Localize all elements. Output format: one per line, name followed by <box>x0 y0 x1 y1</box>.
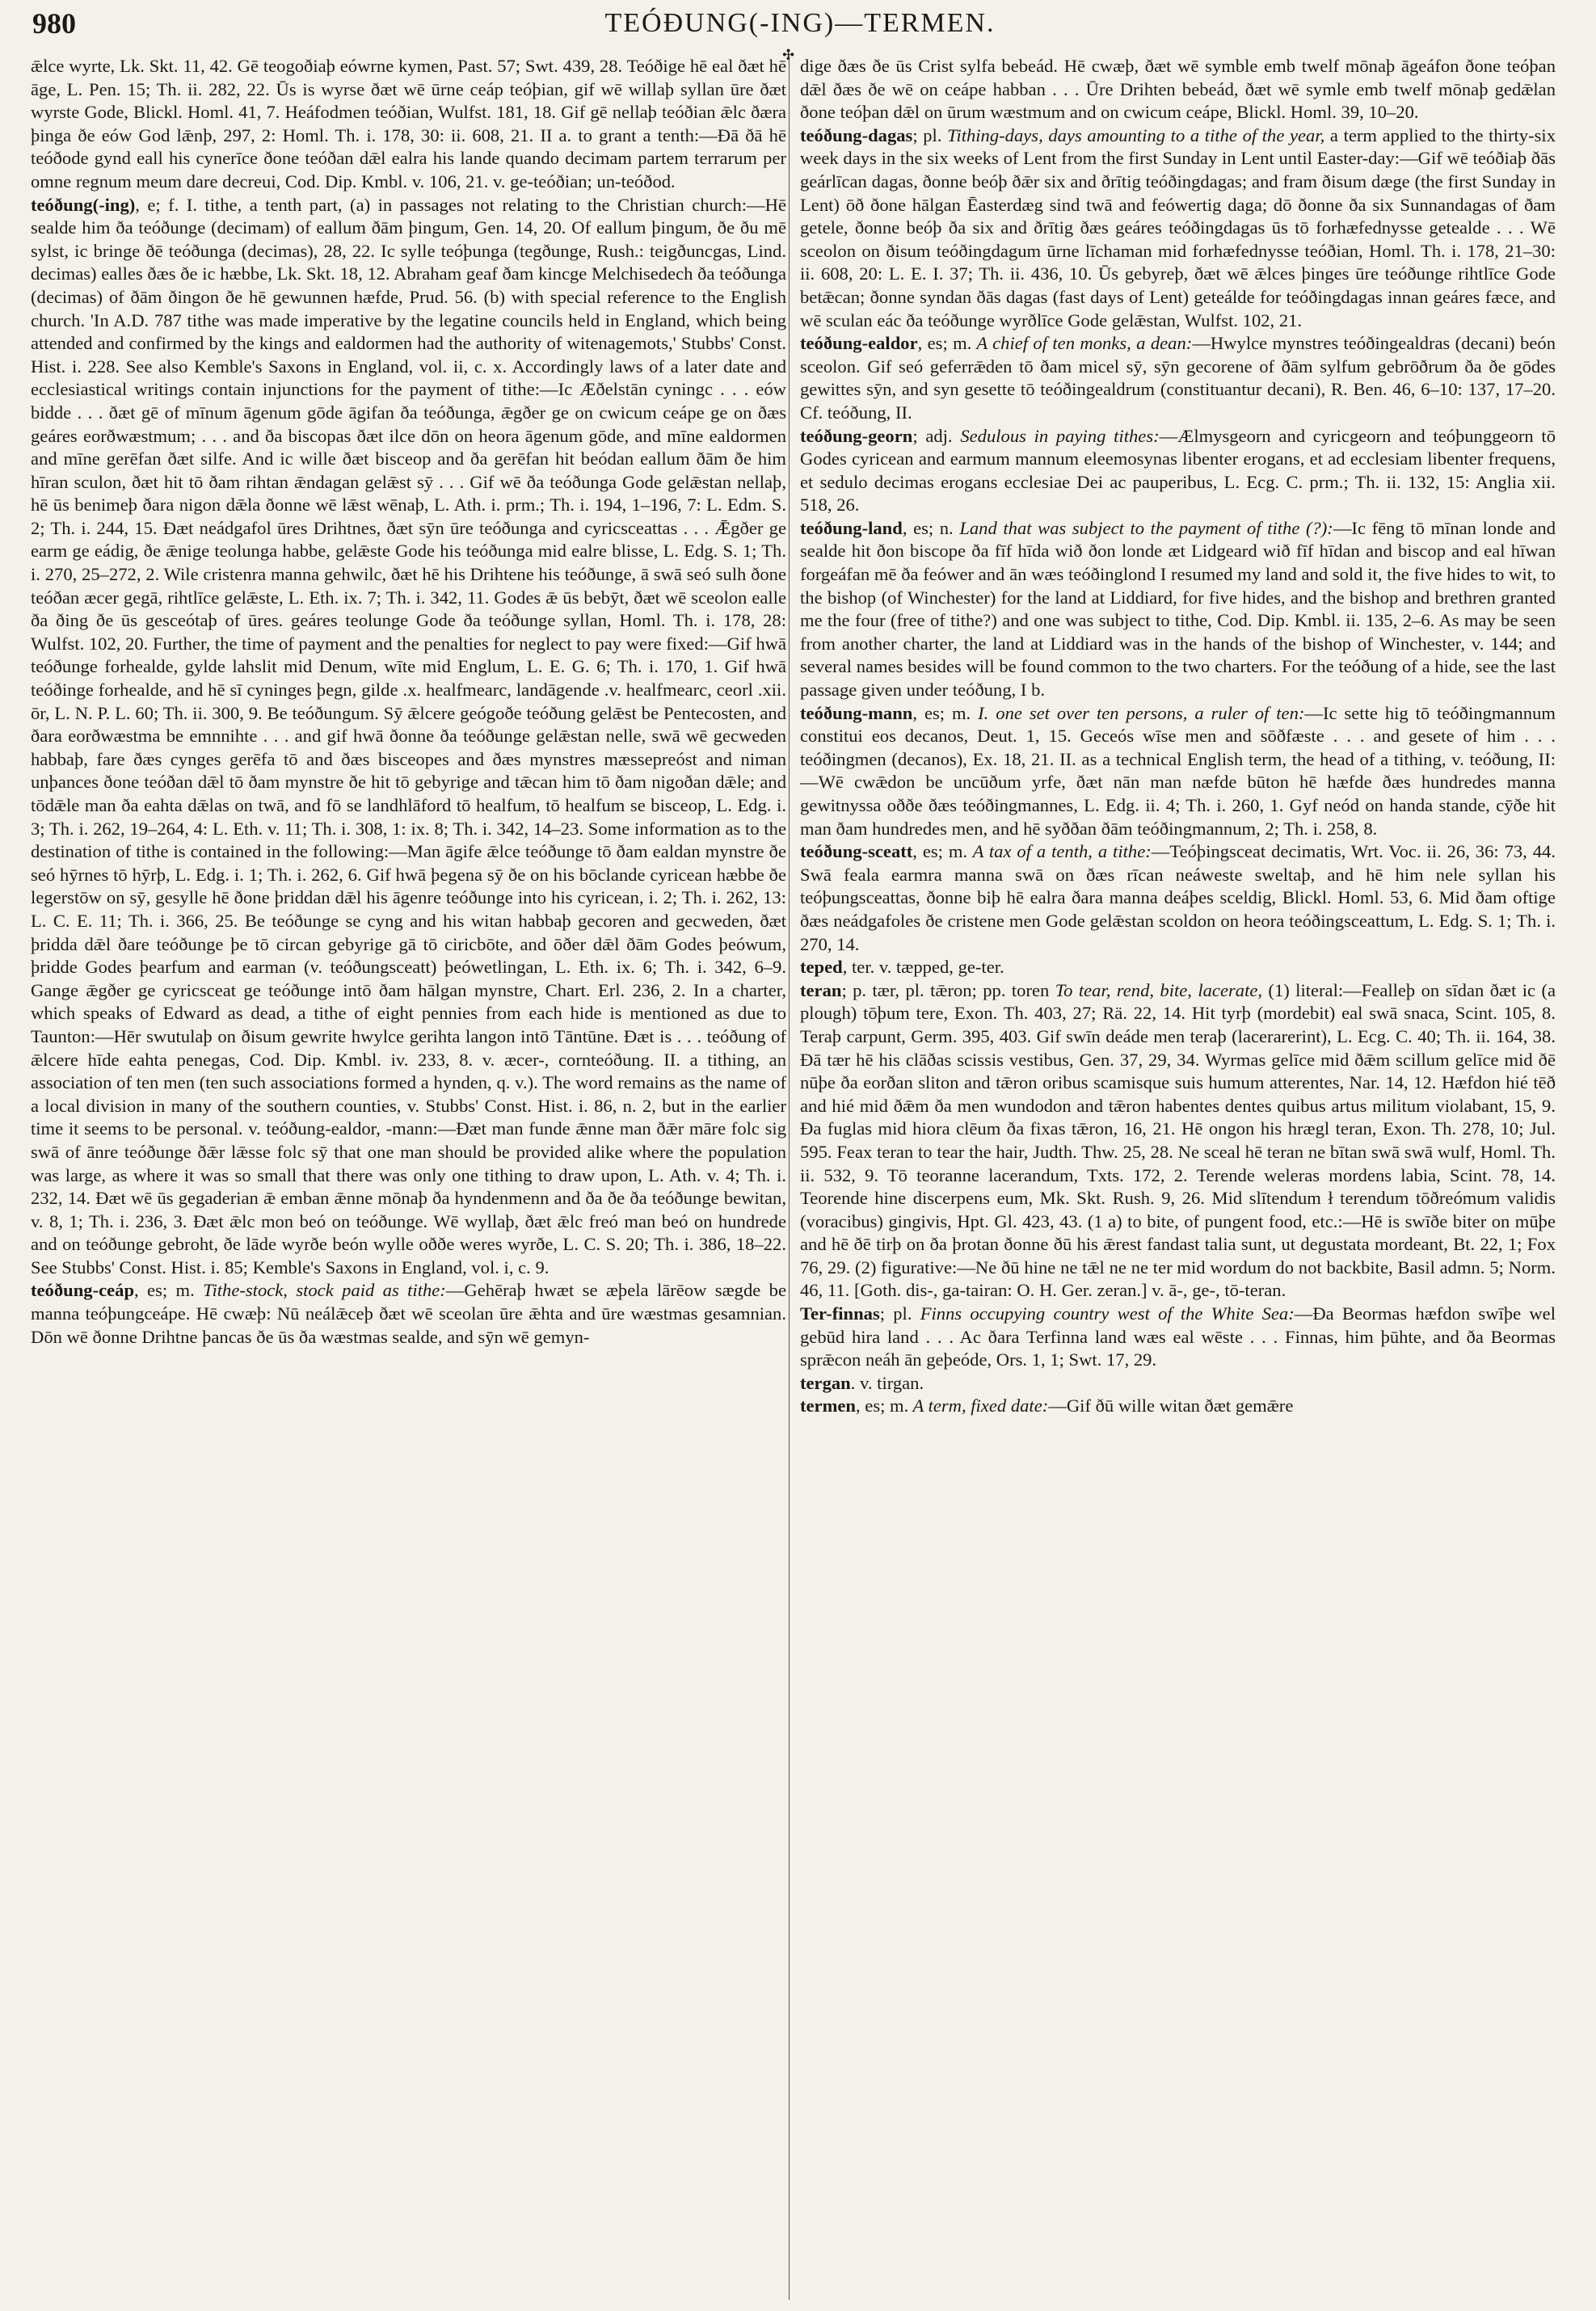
entry-grammar: , es; m. <box>917 333 972 354</box>
column-divider <box>789 53 790 2300</box>
entry-body: I. tithe, a tenth part, (a) in passages not relating to the Christian church:—Hē sealde him ða teóðunge (decimam) of eallum ðām þingum, Gen. 14, 20. Of eallum þingum, ðe ðu mē sylst, ic bringe ðē teóðunga (decimas), 28, 22. Ic sylle teóþunga (tegðunge, Rush.: teigðuncgas, Lind. decimas) ealles ðæs ðe ic hæbbe, Lk. Skt. 18, 12. Abraham geaf ðam kincge Melchisedech ða teóðunga (decimas) of ðām ðingon ðe hē gewunnen hæfde, Prud. 56. (b) with special reference to the English church. 'In A.D. 787 tithe was made imperative by the legatine councils held in England, which being attended and confirmed by the kings and ealdormen had the authority of witenagemots,' Stubbs' Const. Hist. i. 228. See also Kemble's Saxons in England, vol. ii, c. x. Accordingly laws of a later date and ecclesiastical writings contain injunctions for the payment of tithe:—Ic Æðelstān cyningc . . . eów bidde . . . ðæt gē of mīnum āgenum gōde āgifan ða teóðunga, ǣgðer ge on cwicum ceápe ge on ðæs geáres eorðwæstmum; . . . and ða biscopas ðæt ilce dōn on heora āgenum gōde, and mīne ealdormen and mīne gerēfan ðæt silfe. And ic wille ðæt bisceop and ða gerēfan hit beódan eallum ðām ðe him hīran sculon, ðæt hit tō ðam rihtan ǣndagan gelǣst sȳ . . . Gif wē ða teóðunga Gode gelǣstan nellaþ, hē ūs benimeþ ðara nigon dǣla ðonne wē lǣst wēnaþ, L. Ath. i. prm.; Th. i. 194, 1–196, 7: L. Edm. S. 2; Th. i. 244, 15. Ðæt neádgafol ūres Drihtnes, ðæt sȳn ūre teóðunga and cyricsceattas . . . Ǣgðer ge earm ge eádig, ðe ǣnige teolunga habbe, gelǣste Gode his teóðunga mid ealre blisse, L. Edg. S. 1; Th. i. 270, 25–272, 2. Wile cristenra manna gehwilc, ðæt hē his Drihtene his teóðunge, ā swā seó sulh ðone teóðan æcer gegā, rihtlīce gelǣste, L. Eth. ix. 7; Th. i. 342, 11. Godes ǣ ūs bebȳt, ðæt wē sceolon ealle ða ðing ðe ūs gesceótaþ of ūres. geáres teolunge Gode ða teóðunge syllan, Homl. Th. i. 178, 28: Wulfst. 102, 20. Further, the time of payment and the penalties for neglect to pay were fixed:—Gif hwā teóðunge forhealde, gylde lahslit mid Denum, wīte mid Englum, L. E. G. 6; Th. i. 170, 1. Gif hwā teóðinge forhealde, and hē sī cyninges þegn, gilde .x. healfmearc, landāgende .v. healfmearc, ceorl .xii. ōr, L. N. P. L. 60; Th. ii. 300, 9. Be teóðungum. Sȳ ǣlcere geógoðe teóðung gelǣst be Pentecosten, and ðara eorðwæstma be emnnihte . . . and gif hwā ðonne ða teóðunge gelǣstan nelle, swā wē gecweden habbaþ, fare ðæs cynges gerēfa tō and ðæs bisceopes and ðæs mynstres mæssepreóst and niman unþances ðone teóðan dǣl tō ðam mynstre ðe hit tō gebyrige and tǣcan him tō ðam nigoðan dǣle; and tōdǣle man ða eahta dǣlas on twā, and fō se landhlāford tō healfum, tō healfum se bisceop, L. Edg. i. 3; Th. i. 262, 19–264, 4: L. Eth. v. 11; Th. i. 308, 1: ix. 8; Th. i. 342, 14–23. Some information as to the destination of tithe is contained in the following:—Man āgife ǣlce teóðunge tō ðam ealdan mynstre ðe seó hȳrnes tō hȳrþ, L. Edg. i. 1; Th. i. 262, 6. Gif hwā þegena sȳ ðe on his bōclande cyricean hæbbe ðe legerstōw on sȳ, gesylle hē ðone þriddan dǣl his āgenre teóðunge into his cyricean, i. 2; Th. i. 262, 13: L. C. E. 11; Th. i. 366, 25. Be teóðunge se cyng and his witan habbaþ gecoren and gecweden, ðæt þridda dǣl ðare teóðunge þe tō circan gebyrige gā tō ciricbōte, and ōðer dǣl ðām Godes þeówum, þridde Godes þearfum and earman (v. teóðungsceatt) þeówetlingan, L. Eth. ix. 6; Th. i. 342, 6–9. Gange ǣgðer ge cyricsceat ge teóðunge intō ðam hālgan mynstre, Chart. Erl. 236, 2. In a charter, which speaks of Edward as dead, a tithe of eight pennies from each hide is mentioned as due to Taunton:—Hēr swutulaþ on ðisum gewrite hwylce gerihta langon intō Tāntūne. Ðæt is . . . teóðung of ǣlcere hīde eahta penegas, Cod. Dip. Kmbl. iv. 233, 8. v. æcer-, cornteóðung. II. a tithing, an association of ten men (ten such associations formed a hynden, q. v.). The word remains as the name of a local division in many of the southern counties, v. Stubbs' Const. Hist. i. 86, n. 2, but in the earlier time it seems to be personal. v. teóðung-ealdor, -mann:—Ðæt man funde ǣnne man ðǣr māre folc sig swā of ānre teóðunge ðǣr lǣsse folc sȳ that one man should be provided alike where the population was large, as where it was so small that there was only one tithing to draw upon, L. Ath. v. 4; Th. i. 232, 14. Ðæt wē ūs gegaderian ǣ emban ǣnne mōnaþ ða hyndenmenn and ða ðe ða teóðunge bewitan, v. 8, 1; Th. i. 236, 3. Ðæt ǣlc mon beó on teóðunge. Wē wyllaþ, ðæt ǣlc freó man beó on hundrede and on teóðunge gebroht, ðe lāde wyrðe beón wylle oððe weres wyrðe, L. C. S. 20; Th. i. 386, 18–22. See Stubbs' Const. Hist. i. 85; Kemble's Saxons in England, vol. i, c. 9. <box>31 194 786 1278</box>
running-head: TEÓÐUNG(-ING)—TERMEN. <box>604 8 996 38</box>
dictionary-entry <box>800 979 1556 1303</box>
entry-grammar: , es; m. <box>134 1280 195 1301</box>
entry-body: dige ðæs ðe ūs Crist sylfa bebeád. Hē cwæþ, ðæt wē symble emb twelf mōnaþ āgeáfon ðone teóþan dǣl ðæs ðe wē on ceápe habban . . . Ūre Drihten bebeád, ðæt wē symle emb twelf mōnaþ gedǣlan ðone teóþan dǣl on ūrum wæstmum and on cwicum ceápe, Blickl. Homl. 39, 10–20. <box>800 56 1556 123</box>
entry-grammar: ; pl. <box>879 1303 912 1324</box>
entry-headword: teóðung-land <box>800 517 903 538</box>
dictionary-entry <box>31 1279 786 1349</box>
dictionary-entry <box>31 55 786 194</box>
entry-definition: A term, fixed date: <box>908 1395 1049 1416</box>
page-number: 980 <box>32 7 76 40</box>
entry-headword: teóðung-ealdor <box>800 333 918 354</box>
dictionary-entry <box>31 194 786 1280</box>
entry-headword: teran <box>800 979 842 1000</box>
entry-body: a term applied to the thirty-six week days in the six weeks of Lent from the first Sunday in Lent until Easter-day:—Gif wē teóðiaþ ðās geárlīcan dagas, ðonne beóþ ðǣr six and ðrītig teóðingdagas; and fram ðisum dæge (the first Sunday in Lent) ōð ðone hālgan Ēasterdæg sind twā and feówertig daga; dō ðonne ða six Sunnandagas of ðam getele, ðonne beóþ ða six and ðrītig ðæs geáres teóðingdagas ūs tō forhæfednysse getealde . . . Wē sceolon on ðisum teóðingdagum ūrne līchaman mid forhæfednysse teóðian, Homl. Th. i. 178, 21–30: ii. 608, 20: L. E. I. 37; Th. ii. 436, 10. Ūs gebyreþ, ðæt wē ǣlces þinges ūre teóðunge rihtlīce Gode betǣcan; ðonne syndan ðās dagas (fast days of Lent) geteálde for teóðingdagas innan geáres fæce, and wē sculan eác ða teóðunge wyrðlīce Gode gelǣstan, Wulfst. 102, 21. <box>800 124 1556 330</box>
dictionary-entry <box>800 956 1556 979</box>
entry-definition: To tear, rend, bite, lacerate, <box>1049 979 1263 1000</box>
entry-headword: teóðung(-ing) <box>31 194 136 215</box>
entry-headword: teóðung-dagas <box>800 124 913 145</box>
entry-body: —Ic sette hig tō teóðingmannum constitui eos decanos, Deut. 1, 15. Geceós wīse men and sōðfæste . . . and gesete of him . . . teóðingmen (decanos), Ex. 18, 21. II. as a technical English term, the head of a tithing, v. teóðung, II:—Wē cwǣdon be uncūðum yrfe, ðæt nān man næfde būton hē hæfde ðæs hundredes manna gewitnyssa oððe ðæs teóðingmannes, L. Edg. ii. 4; Th. i. 260, 1. Gyf neód on handa stande, cȳðe hit man ðam hundredes men, and hē syððan ðām teóðingmannum, 2; Th. i. 258, 8. <box>800 702 1556 839</box>
column-divider-ornament-icon: ✣ <box>782 47 795 64</box>
entry-headword: teóðung-ceáp <box>31 1280 135 1301</box>
entry-grammar: ; adj. <box>912 425 953 446</box>
entry-headword: termen <box>800 1395 856 1416</box>
entry-headword: teóðung-mann <box>800 702 913 723</box>
entry-grammar: . <box>850 1372 856 1393</box>
entry-definition: A tax of a tenth, a tithe: <box>967 841 1152 862</box>
entry-body: (1) literal:—Fealleþ on sīdan ðæt ic (a plough) tōþum tere, Exon. Th. 403, 27; Rä. 22, 14. Hit tyrþ (mordebit) eal swā snaca, Scint. 105, 8. Teraþ carpunt, Germ. 395, 403. Gif swīn deáde men teraþ (lacerarerint), L. Ecg. C. 40; Th. ii. 164, 38. Ðā tær hē his clāðas scissis vestibus, Gen. 37, 29, 34. Wyrmas gelīce mid ðǣm scillum gelīce mid ðē nūþe ða eorðan sliton and tǣron oribus scamisque suis humum atterentes, Nar. 14, 12. Hæfdon hié tēð and hié mid ðǣm ða men wundodon and tǣron habentes dentes quibus artus militum violabant, 15, 9. Ða fuglas mid hiora clēum ða fixas tǣron, 16, 21. Hē ongon his hrægl teran, Exon. Th. 278, 10; Jul. 595. Feax teran to tear the hair, Judth. Thw. 25, 28. Ne sceal hē teran ne bītan swā swā wulf, Homl. Th. ii. 532, 9. Tō teoranne lacerandum, Txts. 172, 2. Terende weleras mordens labia, Scint. 78, 14. Teorende hine discerpens eum, Mk. Skt. Rush. 9, 26. Mid slītendum ł terendum tōðreómum validis (voracibus) gingivis, Hpt. Gl. 423, 43. (1 a) to bite, of pungent food, etc.:—Hē is swīðe biter on mūþe and hē ðē tirþ on ða þrotan ðonne ðū his ǣrest fandast talia sunt, ut degustata mordeant, Bt. 22, 1; Fox 76, 29. (2) figurative:—Ne ðū hine ne tǣl ne ne ter mid wordum do not backbite, Basil admn. 5; Norm. 46, 11. [Goth. dis-, ga-tairan: O. H. Ger. zeran.] v. ā-, ge-, tō-teran. <box>800 979 1556 1301</box>
entry-definition: A chief of ten monks, a dean: <box>971 333 1193 354</box>
entry-grammar: ; pl. <box>912 124 942 145</box>
entry-body: —Gif ðū wille witan ðæt gemǣre <box>1048 1395 1294 1416</box>
entry-body: —Hwylce mynstres teóðingealdras (decani) beón sceolon. Gif seó geferrǣden tō ðam micel sȳ, sȳn gecorene of ðām sylfum gebrōðrum ða ðe gōdes gewittes sȳn, and syn gesette tō teóðingealdrum (constituantur decani), R. Ben. 46, 6–10: 137, 17–20. Cf. teóðung, II. <box>800 333 1556 423</box>
dictionary-entry <box>800 1395 1556 1418</box>
entry-grammar: , es; n. <box>902 517 954 538</box>
dictionary-entry <box>800 55 1556 124</box>
entry-definition: Sedulous in paying tithes: <box>952 425 1160 446</box>
entry-grammar: ; p. tær, pl. tǣron; pp. toren <box>841 979 1050 1000</box>
entry-body: —Ælmysgeorn and cyricgeorn and teóþunggeorn tō Godes cyricean and earmum mannum eleemosynas libenter erogans, et ad ecclesiam libenter frequens, et sedulo decimas erogans ecclesiae Dei ac pauperibus, L. Ecg. C. prm.; Th. ii. 132, 15: Anglia xii. 518, 26. <box>800 425 1556 516</box>
entry-definition: Finns occupying country west of the White Sea: <box>912 1303 1295 1324</box>
entry-definition: Tithe-stock, stock paid as tithe: <box>194 1280 446 1301</box>
entry-definition: I. one set over ten persons, a ruler of ten: <box>971 702 1305 723</box>
entry-definition: Tithing-days, days amounting to a tithe of the year, <box>941 124 1325 145</box>
entry-grammar: , es; m. <box>856 1395 909 1416</box>
dictionary-entry <box>800 332 1556 424</box>
dictionary-entry <box>800 840 1556 956</box>
entry-definition: Land that was subject to the payment of tithe (?): <box>953 517 1333 538</box>
dictionary-entry <box>800 1372 1556 1395</box>
entry-body: —Teóþingsceat decimatis, Wrt. Voc. ii. 26, 36: 73, 44. Swā feala earmra manna swā on ðæs rīcan neáweste sweltaþ, and hē him nele syllan his teóþungsceattas, ðonne biþ hē ealra ðara manna deáþes sceldig, Blickl. Homl. 53, 6. Mid ðam oftige ðæs neádgafoles ðe cristene men Gode gelǣstan scoldon on heora teóðingsceattum, L. Edg. S. 1; Th. i. 270, 14. <box>800 841 1556 954</box>
page-header <box>32 6 1568 47</box>
dictionary-entry <box>800 425 1556 517</box>
left-column <box>31 55 786 2285</box>
dictionary-entry <box>800 124 1556 332</box>
entry-body: v. tæpped, ge-ter. <box>874 957 1004 978</box>
dictionary-entry <box>800 1303 1556 1372</box>
entry-body: v. tirgan. <box>855 1372 924 1393</box>
entry-grammar: , ter. <box>842 957 875 978</box>
entry-headword: Ter-finnas <box>800 1303 880 1324</box>
dictionary-entry <box>800 702 1556 841</box>
entry-headword: teped <box>800 957 843 978</box>
entry-body: —Ic fēng tō mīnan londe and sealde hit ðon biscope ða fīf hīda wið ðon londe æt Lidgeard wið fīf hīdan and biscop and eal hīwan forgeáfan mē ða feówer and ān wæs teóðinglond I resumed my land and sold it, the five hides to wit, to the bishop (of Winchester) for the land at Liddiard, for five hides, and the bishop and brethren granted me the four (free of tithe?) and one was subject to tithe, Cod. Dip. Kmbl. ii. 135, 2–6. As may be seen from another charter, the land at Liddiard was in the hands of the bishop of Winchester, v. 144; and several names besides will be found common to the two charters. For the teóðung of a hide, see the last passage given under teóðung, I b. <box>800 517 1556 701</box>
entry-headword: teóðung-sceatt <box>800 841 913 862</box>
dictionary-entry <box>800 517 1556 702</box>
entry-body: —Ða Beormas hæfdon swīþe wel gebūd hira land . . . Ac ðara Terfinna land wæs eal wēste . . . Finnas, him þūhte, and ða Beormas sprǣcon neáh ān geþeóde, Ors. 1, 1; Swt. 17, 29. <box>800 1303 1556 1370</box>
entry-headword: teóðung-georn <box>800 425 913 446</box>
entry-body: ǣlce wyrte, Lk. Skt. 11, 42. Gē teogoðiaþ eówrne kymen, Past. 57; Swt. 439, 28. Teóðige hē eal ðæt hē āge, L. Pen. 15; Th. ii. 282, 22. Ūs is wyrse ðæt wē ūrne ceáp teóþian, gif wē willaþ syllan ūre ðæt wyrste Gode, Blickl. Homl. 41, 7. Heáfodmen teóðian, Wulfst. 181, 18. Gif gē nellaþ teóðian ǣlc ðæra þinga ðe eów God lǣnþ, 297, 2: Homl. Th. i. 178, 30: ii. 608, 21. II a. to grant a tenth:—Ðā ðā hē teóðode gynd eall his cynerīce ðone teóðan dǣl ealra his lande quando decimam partem terrarum per omne regnum meum dare decreui, Cod. Dip. Kmbl. v. 106, 21. v. ge-teóðian; un-teóðod. <box>31 56 786 192</box>
right-column <box>800 55 1556 2285</box>
entry-grammar: , e; f. <box>135 194 179 215</box>
entry-headword: tergan <box>800 1372 851 1393</box>
entry-grammar: , es; m. <box>912 702 971 723</box>
entry-grammar: , es; m. <box>912 841 968 862</box>
entry-body: —Gehēraþ hwæt se æþela lārēow sægde be manna teóþungceápe. Hē cwæþ: Nū neálǣceþ ðæt wē sceolan ūre ǣhta and ūre wæstmas gesamnian. Dōn wē ðonne Drihtne þancas ðe ūs ða wæstmas sealde, and sȳn wē gemyn- <box>31 1280 786 1347</box>
